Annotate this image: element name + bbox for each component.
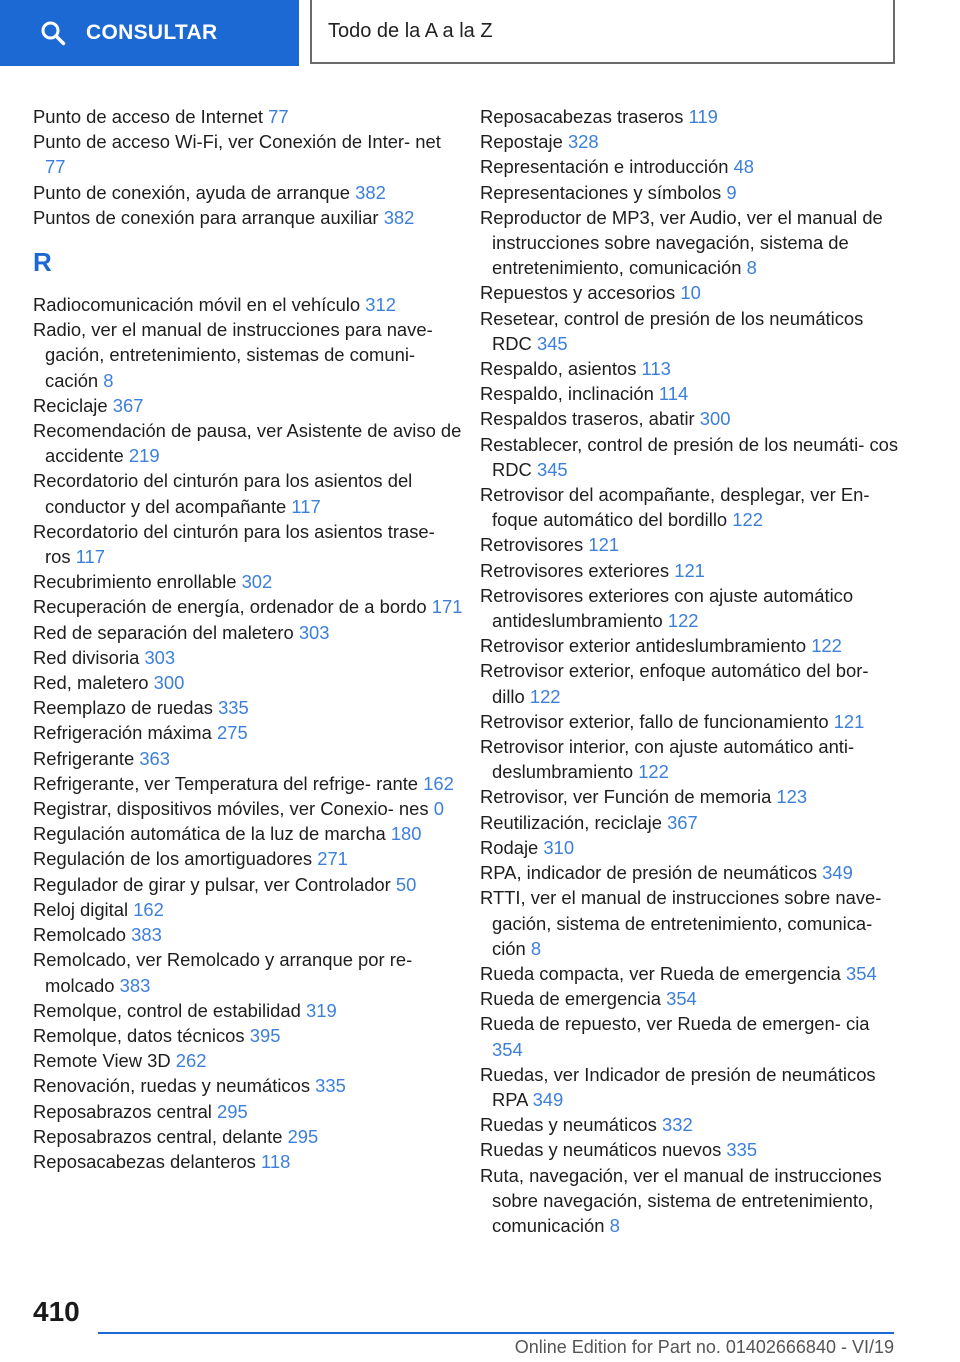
index-entry[interactable] (480, 1163, 900, 1239)
index-entry-page-link[interactable]: 310 (543, 836, 575, 858)
index-entry-text: Ruedas y neumáticos nuevos (480, 1139, 722, 1161)
index-entry-text: Refrigeración máxima (33, 722, 212, 744)
index-entry-text: Regulador de girar y pulsar, ver Controlador (33, 873, 391, 895)
index-entry-text: Refrigerante (33, 747, 135, 769)
index-entry-page-link[interactable]: 122 (529, 685, 561, 707)
index-entry-page-link[interactable]: 300 (153, 672, 185, 694)
index-list-left-after (33, 292, 463, 1174)
index-entry[interactable] (33, 104, 463, 129)
index-entry[interactable] (33, 292, 463, 317)
index-column-right (480, 104, 900, 1238)
index-entry-text: Punto de acceso de Internet (33, 106, 264, 127)
index-entry[interactable] (480, 709, 900, 734)
index-entry[interactable] (33, 594, 463, 619)
index-entry-page-link[interactable]: 383 (131, 924, 162, 946)
index-entry-page-link[interactable]: 367 (112, 394, 144, 416)
index-entry-page-link[interactable]: 77 (45, 156, 66, 178)
index-entry[interactable] (33, 205, 463, 230)
index-entry-page-link[interactable]: 8 (746, 257, 757, 279)
index-entry-text: Regulación de los amortiguadores (33, 848, 313, 870)
index-entry[interactable] (480, 406, 900, 431)
index-entry-text: Recomendación de pausa, ver Asistente de aviso de accidente (33, 420, 462, 467)
index-entry-text: Red de separación del maletero (33, 621, 294, 643)
index-entry-page-link[interactable]: 319 (305, 999, 337, 1021)
tab-a-to-z-label: Todo de la A a la Z (328, 19, 493, 42)
index-entry-page-link[interactable]: 328 (567, 131, 599, 153)
index-entry-page-link[interactable]: 114 (658, 383, 689, 405)
index-entry-text: Recordatorio del cinturón para los asientos del conductor y del acompañante (33, 470, 413, 517)
index-column-left (33, 104, 463, 1174)
index-entry[interactable] (480, 532, 900, 557)
index-entry-page-link[interactable]: 162 (133, 898, 164, 920)
index-entry[interactable] (480, 381, 900, 406)
index-entry-page-link[interactable]: 295 (287, 1125, 319, 1147)
index-entry-text: Respaldos traseros, abatir (480, 408, 695, 430)
index-entry[interactable] (33, 947, 463, 997)
index-entry[interactable] (480, 835, 900, 860)
index-entry-text: Reposabrazos central, delante (33, 1125, 283, 1147)
index-entry-text: Reposacabezas traseros (480, 106, 684, 127)
index-entry-text: Ruedas y neumáticos (480, 1114, 657, 1136)
tab-a-to-z[interactable] (310, 0, 895, 64)
index-entry[interactable] (33, 129, 463, 179)
index-entry-page-link[interactable]: 117 (291, 495, 321, 517)
index-entry-page-link[interactable]: 117 (75, 546, 106, 568)
index-entry-text: RTTI, ver el manual de instrucciones sobre nave‐ gación, sistema de entretenimiento, comunica‐ ción (480, 887, 882, 959)
index-entry-page-link[interactable]: 9 (726, 181, 737, 203)
index-entry[interactable] (480, 658, 900, 708)
index-entry[interactable] (33, 393, 463, 418)
index-entry-text: Repostaje (480, 131, 563, 153)
index-entry-page-link[interactable]: 295 (217, 1100, 248, 1122)
index-entry-text: Red, maletero (33, 672, 149, 694)
index-entry-page-link[interactable]: 119 (688, 106, 718, 127)
index-entry-text: Retrovisor interior, con ajuste automático anti‐ deslumbramiento (480, 736, 855, 783)
index-entry-page-link[interactable]: 262 (175, 1050, 207, 1072)
index-entry-page-link[interactable]: 349 (532, 1088, 564, 1110)
index-entry[interactable] (480, 810, 900, 835)
index-entry[interactable] (480, 986, 900, 1011)
consult-button-label: CONSULTAR (86, 21, 218, 44)
index-entry-page-link[interactable]: 162 (423, 772, 454, 794)
index-entry[interactable] (33, 846, 463, 871)
index-entry-text: Reemplazo de ruedas (33, 697, 213, 719)
index-entry-text: Rodaje (480, 836, 539, 858)
index-entry[interactable] (33, 1099, 463, 1124)
index-entry-page-link[interactable]: 335 (218, 697, 249, 719)
index-entry-text: Recordatorio del cinturón para los asientos trase‐ ros (33, 520, 435, 568)
index-entry[interactable] (33, 620, 463, 645)
edition-text: Online Edition for Part no. 01402666840 - VI/19 (514, 1337, 894, 1357)
index-entry-page-link[interactable]: 271 (317, 848, 348, 870)
index-entry[interactable] (480, 1062, 900, 1112)
index-entry[interactable] (33, 695, 463, 720)
index-entry-text: Remolque, control de estabilidad (33, 999, 301, 1021)
index-entry-text: Rueda compacta, ver Rueda de emergencia (480, 962, 841, 984)
index-entry-text: Reciclaje (33, 394, 108, 416)
index-entry[interactable] (33, 746, 463, 771)
index-entry-text: Radiocomunicación móvil en el vehículo (33, 294, 361, 316)
footer-divider (98, 1332, 894, 1334)
index-entry-text: Reposacabezas delanteros (33, 1150, 256, 1172)
index-entry-page-link[interactable]: 395 (249, 1024, 281, 1046)
index-entry-text: Remolque, datos técnicos (33, 1024, 245, 1046)
index-entry[interactable] (480, 1137, 900, 1162)
index-entry-page-link[interactable]: 303 (298, 621, 330, 643)
index-entry-page-link[interactable]: 303 (144, 646, 176, 668)
index-entry-text: Ruta, navegación, ver el manual de instrucciones sobre navegación, sistema de entretenimiento, comunicación (480, 1164, 882, 1236)
index-entry-text: Retrovisor exterior, enfoque automático del bor‐ dillo (480, 660, 869, 707)
index-entry-text: Respaldo, inclinación (480, 383, 654, 405)
index-entry[interactable] (33, 1073, 463, 1098)
index-entry-page-link[interactable]: 8 (103, 369, 114, 391)
index-entry[interactable] (480, 734, 900, 784)
index-entry-text: Retrovisor, ver Función de memoria (480, 786, 772, 808)
index-entry-page-link[interactable]: 122 (732, 509, 763, 531)
index-entry-page-link[interactable]: 354 (846, 962, 877, 984)
index-entry-page-link[interactable]: 123 (776, 786, 808, 808)
index-entry-page-link[interactable]: 345 (536, 332, 568, 354)
index-entry-page-link[interactable]: 349 (822, 862, 853, 884)
index-entry-text: Restablecer, control de presión de los neumáti‐ cos RDC (480, 433, 899, 480)
index-entry[interactable] (33, 180, 463, 205)
index-entry[interactable] (480, 154, 900, 179)
index-entry[interactable] (33, 998, 463, 1023)
index-entry-text: Retrovisor del acompañante, desplegar, ver En‐ foque automático del bordillo (480, 484, 870, 531)
index-entry-text: Retrovisores exteriores (480, 559, 670, 581)
index-entry-page-link[interactable]: 312 (365, 294, 396, 316)
index-entry-text: Registrar, dispositivos móviles, ver Conexio‐ nes (33, 798, 429, 820)
index-entry[interactable] (33, 872, 463, 897)
index-entry-page-link[interactable]: 335 (315, 1075, 346, 1097)
index-entry-page-link[interactable]: 275 (217, 722, 248, 744)
index-entry[interactable] (33, 796, 463, 821)
index-list-right (480, 104, 900, 1238)
index-entry[interactable] (33, 1023, 463, 1048)
index-entry-text: Remote View 3D (33, 1050, 171, 1072)
index-entry-page-link[interactable]: 113 (641, 358, 671, 380)
index-entry[interactable] (480, 885, 900, 961)
index-entry-text: Ruedas, ver Indicador de presión de neumáticos RPA (480, 1063, 876, 1110)
index-list-left-before (33, 104, 463, 230)
index-entry-text: Reloj digital (33, 898, 129, 920)
index-entry[interactable] (480, 633, 900, 658)
index-entry[interactable] (33, 1149, 463, 1174)
index-entry-text: Repuestos y accesorios (480, 282, 676, 304)
index-entry-page-link[interactable]: 367 (667, 811, 698, 833)
index-entry-text: Remolcado (33, 924, 127, 946)
index-entry[interactable] (480, 104, 900, 129)
index-entry-page-link[interactable]: 121 (833, 710, 865, 732)
index-entry-text: Refrigerante, ver Temperatura del refrige‐ rante (33, 772, 419, 794)
index-entry[interactable] (33, 519, 463, 569)
index-entry-text: Punto de acceso Wi-Fi, ver Conexión de Inter‐ net (33, 131, 441, 153)
index-entry-page-link[interactable]: 0 (433, 798, 444, 820)
index-entry[interactable] (480, 860, 900, 885)
index-entry-page-link[interactable]: 8 (530, 937, 542, 959)
index-entry-text: Remolcado, ver Remolcado y arranque por re‐ molcado (33, 949, 413, 996)
index-entry-page-link[interactable]: 171 (431, 596, 463, 618)
index-entry[interactable] (480, 558, 900, 583)
index-entry-page-link[interactable]: 383 (119, 974, 151, 996)
index-entry-text: Resetear, control de presión de los neumáticos RDC (480, 307, 864, 354)
index-entry-page-link[interactable]: 300 (699, 408, 731, 430)
index-entry-page-link[interactable]: 118 (261, 1150, 291, 1172)
index-entry[interactable] (480, 432, 900, 482)
index-entry[interactable] (33, 720, 463, 745)
index-entry-page-link[interactable]: 354 (666, 988, 697, 1010)
index-entry-text: Retrovisores exteriores con ajuste automático antideslumbramiento (480, 584, 854, 632)
index-entry[interactable] (33, 670, 463, 695)
index-entry-page-link[interactable]: 180 (390, 823, 422, 845)
index-entry-text: Punto de conexión, ayuda de arranque (33, 181, 350, 203)
index-entry-text: Radio, ver el manual de instrucciones para nave‐ gación, entretenimiento, sistemas de comuni‐ cación (33, 319, 433, 391)
page-number: 410 (33, 1296, 80, 1327)
index-entry[interactable] (33, 922, 463, 947)
index-entry-text: Reposabrazos central (33, 1100, 212, 1122)
index-entry-page-link[interactable]: 345 (536, 458, 568, 480)
index-entry-text: Reproductor de MP3, ver Audio, ver el manual de instrucciones sobre navegación, sistema de entretenimiento, comunicación (480, 206, 883, 279)
index-entry[interactable] (480, 1011, 900, 1061)
index-entry-page-link[interactable]: 332 (661, 1114, 693, 1136)
index-entry[interactable] (480, 180, 900, 205)
index-entry-text: Reutilización, reciclaje (480, 811, 662, 833)
index-entry[interactable] (33, 1048, 463, 1073)
index-entry-page-link[interactable]: 382 (383, 206, 415, 228)
index-entry[interactable] (480, 356, 900, 381)
search-icon (40, 20, 66, 46)
index-entry[interactable] (33, 468, 463, 518)
index-entry-text: Respaldo, asientos (480, 358, 637, 380)
index-entry[interactable] (33, 418, 463, 468)
index-entry-text: Rueda de emergencia (480, 988, 661, 1010)
header-bar (0, 0, 960, 66)
index-entry-text: Renovación, ruedas y neumáticos (33, 1075, 311, 1097)
index-entry-text: Retrovisor exterior antideslumbramiento (480, 635, 807, 657)
index-entry-page-link[interactable]: 354 (492, 1038, 523, 1060)
index-entry[interactable] (480, 306, 900, 356)
index-entry[interactable] (480, 280, 900, 305)
index-entry-page-link[interactable]: 121 (674, 559, 705, 581)
index-entry[interactable] (480, 129, 900, 154)
index-entry-text: Representación e introducción (480, 156, 729, 178)
index-entry[interactable] (33, 645, 463, 670)
index-entry-page-link[interactable]: 10 (680, 282, 701, 304)
index-entry[interactable] (480, 583, 900, 633)
index-entry-text: Rueda de repuesto, ver Rueda de emergen‐ cia (480, 1013, 870, 1035)
index-entry-text: Red divisoria (33, 646, 140, 668)
index-entry-page-link[interactable]: 122 (638, 761, 669, 783)
index-entry[interactable] (480, 1112, 900, 1137)
index-entry-text: Regulación automática de la luz de marcha (33, 823, 386, 845)
index-entry[interactable] (480, 205, 900, 281)
index-entry-page-link[interactable]: 122 (811, 635, 842, 657)
index-entry[interactable] (33, 569, 463, 594)
index-entry-page-link[interactable]: 122 (667, 610, 699, 632)
index-entry-page-link[interactable]: 77 (268, 106, 289, 127)
index-entry-text: Recubrimiento enrollable (33, 571, 237, 593)
index-entry-text: Representaciones y símbolos (480, 181, 722, 203)
index-entry[interactable] (480, 482, 900, 532)
index-entry-page-link[interactable]: 48 (733, 156, 755, 178)
section-letter: R (33, 247, 52, 278)
index-entry[interactable] (33, 821, 463, 846)
index-entry-page-link[interactable]: 121 (588, 534, 620, 556)
index-entry[interactable] (33, 897, 463, 922)
index-entry[interactable] (33, 317, 463, 393)
index-entry-text: Retrovisor exterior, fallo de funcionamiento (480, 710, 829, 732)
index-entry-page-link[interactable]: 50 (395, 873, 417, 895)
index-entry[interactable] (480, 784, 900, 809)
index-entry-page-link[interactable]: 382 (355, 181, 386, 203)
index-entry[interactable] (33, 1124, 463, 1149)
consult-button[interactable] (0, 0, 299, 66)
index-entry-page-link[interactable]: 335 (726, 1139, 758, 1161)
index-entry[interactable] (33, 771, 463, 796)
index-entry[interactable] (480, 961, 900, 986)
index-entry-text: Recuperación de energía, ordenador de a bordo (33, 596, 427, 618)
index-entry-text: RPA, indicador de presión de neumáticos (480, 862, 818, 884)
index-entry-text: Puntos de conexión para arranque auxiliar (33, 206, 379, 228)
index-entry-page-link[interactable]: 8 (609, 1214, 620, 1236)
index-entry-page-link[interactable]: 302 (241, 571, 273, 593)
index-entry-page-link[interactable]: 219 (128, 445, 160, 467)
index-entry-page-link[interactable]: 363 (139, 747, 171, 769)
index-entry-text: Retrovisores (480, 534, 584, 556)
